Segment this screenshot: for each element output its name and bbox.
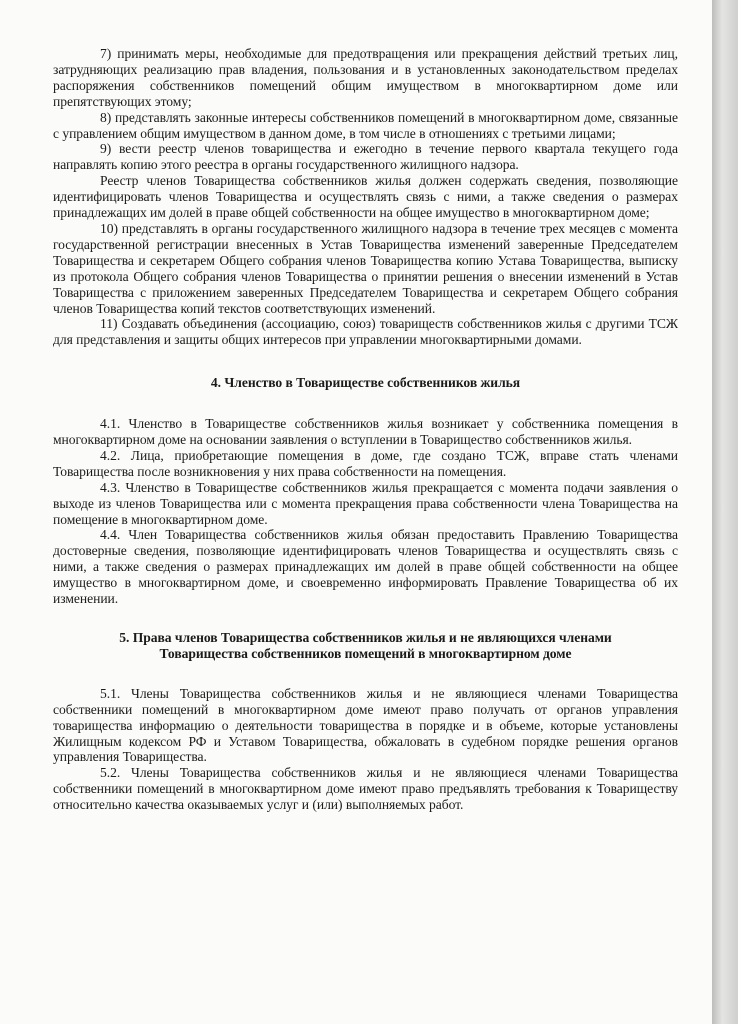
paragraph-4-4: 4.4. Член Товарищества собственников жилья обязан предоставить Правлению Товарищества достоверные сведения, позволяющие идентифицировать членов Товарищества и осуществлять связь с ними, а также сведения о размерах принадлежащих им долей в праве общей собственности на общее имущество в многоквартирном доме, и своевременно информировать Правление Товарищества об их изменении. — [53, 527, 678, 607]
section-5-heading-line-2: Товарищества собственников помещений в многоквартирном доме — [159, 645, 572, 661]
paragraph-4-1: 4.1. Членство в Товариществе собственников жилья возникает у собственника помещения в многоквартирном доме на основании заявления о вступлении в Товарищество собственников жилья. — [53, 416, 678, 448]
paragraph-5-1: 5.1. Члены Товарищества собственников жилья и не являющиеся членами Товарищества собственники помещений в многоквартирном доме имеют право получать от органов управления товарищества информацию о деятельности товарищества в порядке и в объеме, которые установлены Жилищным кодексом РФ и Уставом Товарищества, обжаловать в судебном порядке решения органов управления Товарищества. — [53, 685, 678, 765]
document-body — [53, 46, 678, 813]
paragraph-4-2: 4.2. Лица, приобретающие помещения в доме, где создано ТСЖ, вправе стать членами Товарищества после возникновения у них права собственности на помещения. — [53, 447, 678, 479]
paragraph-item-7: 7) принимать меры, необходимые для предотвращения или прекращения действий третьих лиц, затрудняющих реализацию прав владения, пользования и в установленных законодательством пределах распоряжения собственников помещений общим имуществом в многоквартирном доме или препятствующих этому; — [53, 46, 678, 109]
paragraph-5-2: 5.2. Члены Товарищества собственников жилья и не являющиеся членами Товарищества собственники помещений в многоквартирном доме имеют право предъявлять требования к Товариществу относительно качества оказываемых услуг и (или) выполняемых работ. — [53, 765, 678, 813]
paragraph-registry: Реестр членов Товарищества собственников жилья должен содержать сведения, позволяющие идентифицировать членов Товарищества и осуществлять связь с ними, а также сведения о размерах принадлежащих им долей в праве общей собственности на общее имущество в многоквартирном доме; — [53, 173, 678, 221]
paragraph-item-10: 10) представлять в органы государственного жилищного надзора в течение трех месяцев с момента государственной регистрации внесенных в Устав Товарищества изменений заверенные Председателем Товарищества и секретарем Общего собрания членов Товарищества копию Устава Товарищества, выписку из протокола Общего собрания членов Товарищества о принятии решения о внесении изменений в Устав Товарищества с приложением заверенных Председателем Товарищества и секретарем Общего собрания членов Товарищества копий текстов соответствующих изменений. — [53, 220, 678, 316]
section-4-heading: 4. Членство в Товариществе собственников жилья — [210, 375, 521, 391]
scan-edge — [712, 0, 738, 1024]
section-5-heading-line-1: 5. Права членов Товарищества собственников жилья и не являющихся членами — [119, 630, 612, 645]
paragraph-item-11: 11) Создавать объединения (ассоциацию, союз) товариществ собственников жилья с другими ТСЖ для представления и защиты общих интересов при управлении многоквартирными домами. — [53, 316, 678, 348]
paragraph-item-9: 9) вести реестр членов товарищества и ежегодно в течение первого квартала текущего года направлять копию этого реестра в органы государственного жилищного надзора. — [53, 141, 678, 173]
paragraph-item-8: 8) представлять законные интересы собственников помещений в многоквартирном доме, связанные с управлением общим имуществом в данном доме, в том числе в отношениях с третьими лицами; — [53, 109, 678, 141]
paragraph-4-3: 4.3. Членство в Товариществе собственников жилья прекращается с момента подачи заявления о выходе из членов Товарищества или с момента прекращения права собственности члена Товарищества на помещение в многоквартирном доме. — [53, 479, 678, 527]
